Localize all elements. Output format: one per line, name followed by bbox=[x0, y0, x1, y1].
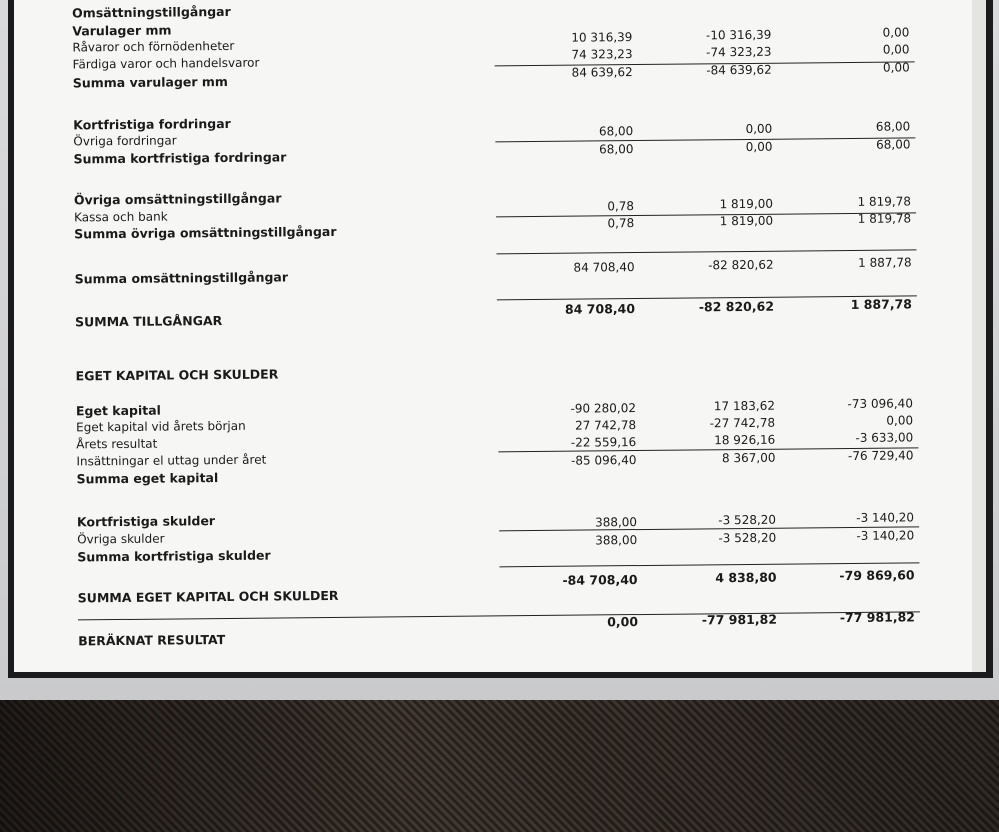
total-rule bbox=[499, 562, 919, 567]
row-value: 18 926,16 bbox=[714, 432, 776, 448]
balance-report bbox=[14, 0, 972, 672]
section-heading-eget-kapital: EGET KAPITAL OCH SKULDER bbox=[75, 366, 279, 384]
result-value: -77 981,82 bbox=[701, 611, 778, 628]
row-value: 0,78 bbox=[607, 199, 635, 214]
grand-total-value: -84 708,40 bbox=[562, 572, 638, 588]
row-label: Färdiga varor och handelsvaror bbox=[72, 55, 260, 72]
row-value: 17 183,62 bbox=[713, 398, 775, 414]
total-value: 84 708,40 bbox=[573, 260, 635, 275]
sum-label: Summa kortfristiga fordringar bbox=[73, 149, 287, 167]
sum-value: 84 639,62 bbox=[571, 65, 633, 80]
row-value: -10 316,39 bbox=[705, 27, 772, 43]
sum-value: -3 140,20 bbox=[856, 528, 915, 543]
row-value: -3 633,00 bbox=[855, 430, 914, 445]
sum-value: 1 819,78 bbox=[857, 211, 912, 226]
row-label: Årets resultat bbox=[76, 436, 158, 452]
row-value: 0,00 bbox=[882, 25, 910, 40]
result-value: 0,00 bbox=[607, 614, 639, 630]
grand-total-value: 84 708,40 bbox=[564, 301, 636, 317]
row-value: 68,00 bbox=[598, 124, 634, 139]
sum-label: Summa eget kapital bbox=[76, 470, 219, 487]
row-value: 74 323,23 bbox=[571, 47, 633, 62]
result-value: -77 981,82 bbox=[839, 609, 916, 626]
row-value: 10 316,39 bbox=[571, 30, 633, 45]
document-screen bbox=[14, 0, 972, 672]
grand-total-value: 1 887,78 bbox=[850, 296, 913, 312]
sum-value: 0,78 bbox=[607, 216, 635, 231]
sum-value: -3 528,20 bbox=[718, 530, 777, 546]
row-value: -73 096,40 bbox=[847, 396, 913, 412]
sum-label: Summa varulager mm bbox=[72, 73, 228, 91]
sum-value: 68,00 bbox=[599, 142, 634, 157]
row-value: -22 559,16 bbox=[570, 435, 637, 450]
sum-value: -76 729,40 bbox=[847, 448, 914, 464]
row-value: 27 742,78 bbox=[574, 418, 637, 433]
sum-value: 0,00 bbox=[882, 60, 910, 75]
total-value: -82 820,62 bbox=[708, 257, 774, 273]
row-value: -3 528,20 bbox=[718, 512, 777, 528]
row-label: Övriga fordringar bbox=[73, 133, 177, 149]
sum-value: 1 819,00 bbox=[719, 213, 774, 229]
row-label: Råvaror och förnödenheter bbox=[72, 38, 235, 55]
sum-value: -85 096,40 bbox=[570, 453, 637, 468]
row-value: -27 742,78 bbox=[709, 415, 776, 431]
row-value: -3 140,20 bbox=[856, 510, 915, 525]
section-heading-omsattning: Omsättningstillgångar bbox=[72, 3, 231, 21]
row-value: 0,00 bbox=[882, 42, 910, 57]
total-value: 1 887,78 bbox=[858, 255, 912, 270]
total-rule bbox=[496, 249, 916, 254]
group-title-eget-kapital: Eget kapital bbox=[75, 402, 161, 419]
row-value: -74 323,23 bbox=[706, 44, 772, 60]
grand-total-label: SUMMA EGET KAPITAL OCH SKULDER bbox=[77, 587, 339, 606]
row-value: 0,00 bbox=[745, 121, 773, 136]
group-title-ovriga: Övriga omsättningstillgångar bbox=[73, 190, 282, 208]
group-title-fordringar: Kortfristiga fordringar bbox=[73, 115, 231, 133]
row-label: Övriga skulder bbox=[77, 531, 165, 547]
grand-total-label: SUMMA TILLGÅNGAR bbox=[75, 313, 223, 330]
row-value: 1 819,00 bbox=[719, 196, 774, 212]
sum-value: 388,00 bbox=[595, 533, 638, 548]
row-value: -90 280,02 bbox=[570, 401, 637, 416]
sum-value: 8 367,00 bbox=[721, 450, 776, 466]
sum-value: -84 639,62 bbox=[706, 62, 772, 78]
sum-value: 0,00 bbox=[745, 139, 773, 154]
result-label: BERÄKNAT RESULTAT bbox=[78, 632, 226, 649]
sum-label: Summa kortfristiga skulder bbox=[77, 547, 271, 565]
group-title-varulager: Varulager mm bbox=[72, 22, 172, 39]
sum-label: Summa övriga omsättningstillgångar bbox=[74, 223, 337, 242]
row-label: Insättningar el uttag under året bbox=[76, 452, 267, 469]
grand-total-value: -82 820,62 bbox=[698, 298, 775, 315]
row-label: Kassa och bank bbox=[74, 209, 168, 225]
grand-total-value: 4 838,80 bbox=[715, 569, 777, 586]
row-value: 68,00 bbox=[875, 119, 911, 134]
total-label: Summa omsättningstillgångar bbox=[74, 269, 289, 287]
grand-total-value: -79 869,60 bbox=[839, 567, 915, 584]
row-label: Eget kapital vid årets början bbox=[76, 418, 246, 435]
row-value: 0,00 bbox=[886, 413, 914, 428]
row-value: 1 819,78 bbox=[857, 194, 912, 209]
sum-value: 68,00 bbox=[876, 137, 911, 152]
row-value: 388,00 bbox=[594, 515, 638, 530]
group-title-skulder: Kortfristiga skulder bbox=[76, 513, 216, 530]
